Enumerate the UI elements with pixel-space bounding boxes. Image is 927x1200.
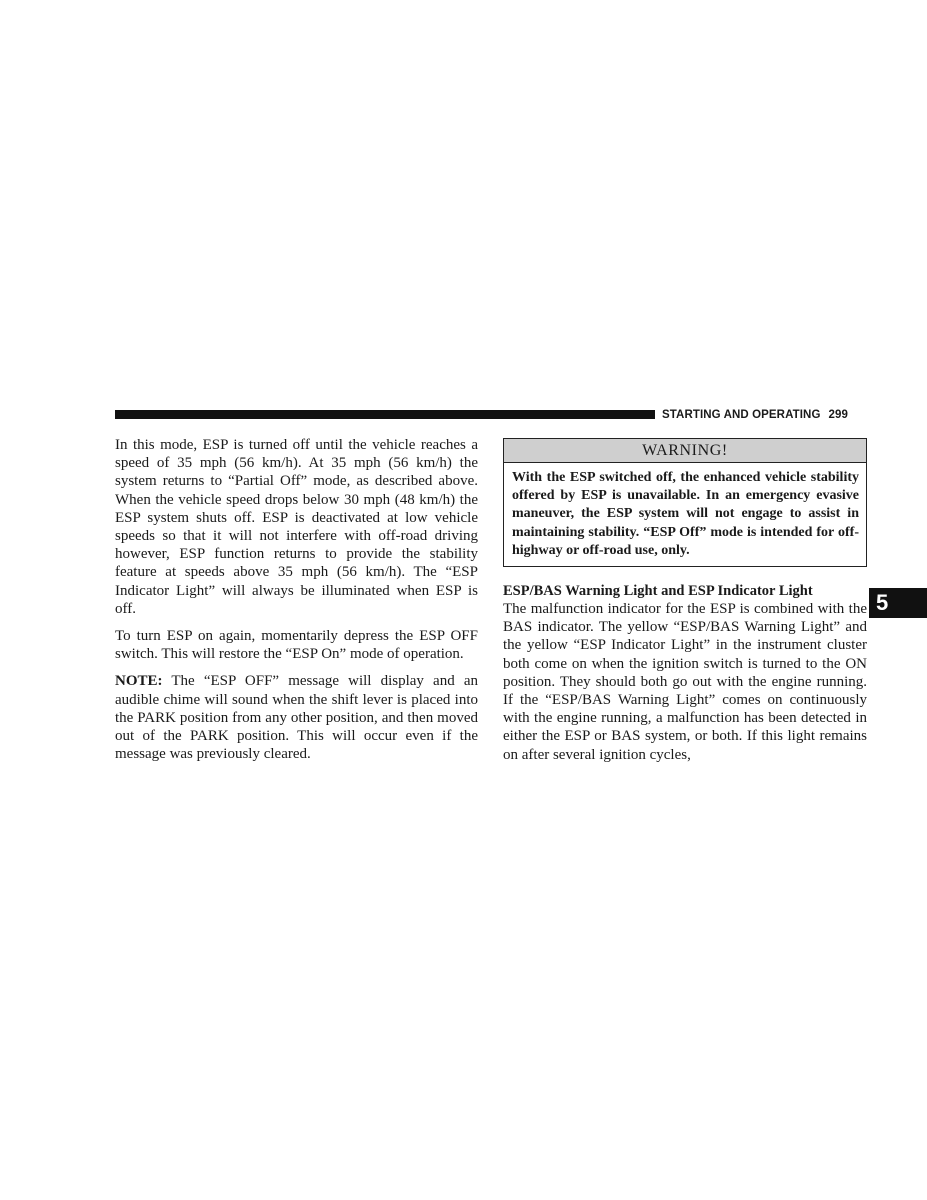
section-title: STARTING AND OPERATING [662,409,821,421]
warning-box [503,438,867,567]
paragraph-esp-off-mode: In this mode, ESP is turned off until the vehicle reaches a speed of 35 mph (56 km/h). At 35 mph (56 km/h) the system returns to “Partial Off” mode, as described above. When the vehicle speed drops below 30 mph (48 km/h) the ESP system shuts off. ESP is deactivated at low vehicle speeds so that it will not interfere with off-road driving however, ESP function returns to provide the stability feature at speeds above 35 mph (56 km/h). The “ESP Indicator Light” will always be illuminated when ESP is off. [115,437,478,617]
running-header [662,407,872,423]
warning-title: WARNING! [504,439,866,463]
page-number: 299 [828,409,849,421]
paragraph-malfunction-indicator: The malfunction indicator for the ESP is combined with the BAS indicator. The yellow “ESP/BAS Warning Light” and the yellow “ESP Indicator Light” in the instrument cluster both come on when the ignition switch is turned to the ON position. They should both go out with the engine running. If the “ESP/BAS Warning Light” comes on continuously with the engine running, a malfunction has been detected in either the ESP or BAS system, or both. If this light remains on after several ignition cycles, [503,601,867,763]
note-label: NOTE: [115,673,163,690]
chapter-number: 5 [876,590,889,615]
note-text: The “ESP OFF” message will display and an audible chime will sound when the shift lever is placed into the PARK position from any other position, and then moved out of the PARK position. This will occur even if the message was previously cleared. [115,673,478,763]
note-paragraph [115,672,478,763]
chapter-tab [869,588,927,618]
paragraph-turn-esp-on: To turn ESP on again, momentarily depress the ESP OFF switch. This will restore the “ESP On” mode of operation. [115,628,478,663]
right-column [503,438,867,773]
left-column [115,436,478,772]
warning-text: With the ESP switched off, the enhanced vehicle stability offered by ESP is unavailable. In an emergency evasive maneuver, the ESP system will not engage to assist in maintaining stability. “ESP Off” mode is intended for off-highway or off-road use, only. [512,470,859,558]
header-rule [115,410,655,419]
section-subheading: ESP/BAS Warning Light and ESP Indicator Light [503,583,813,600]
